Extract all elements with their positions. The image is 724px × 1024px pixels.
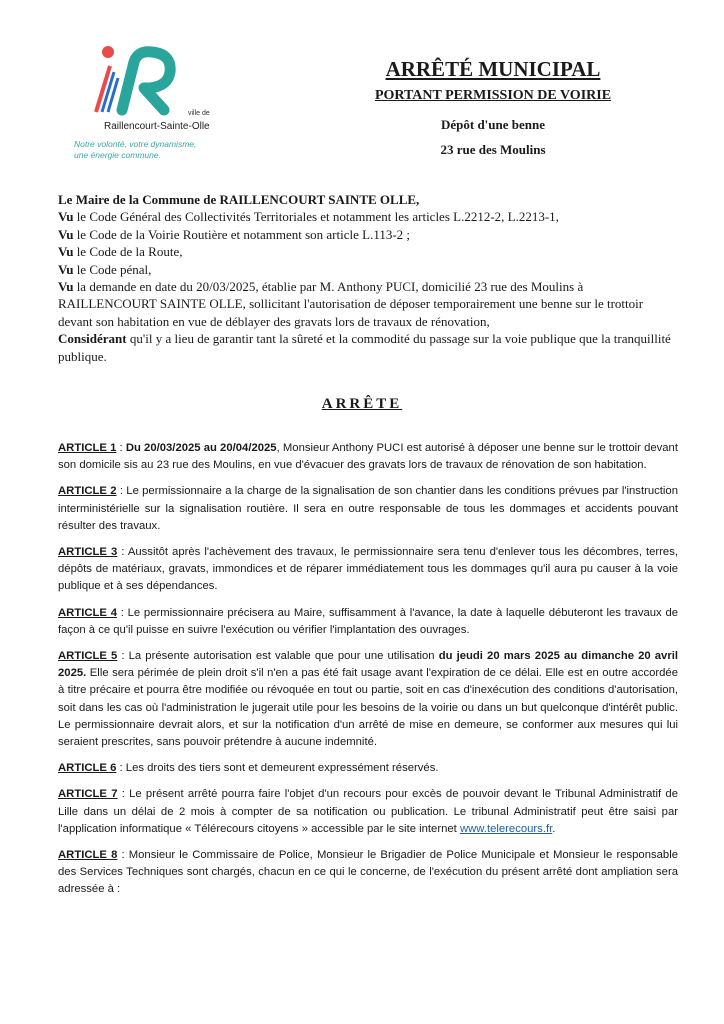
document-title: ARRÊTÉ MUNICIPAL: [385, 57, 601, 81]
preamble-vu-4: Vu le Code pénal,: [58, 261, 152, 277]
municipal-logo: [74, 44, 244, 168]
article-8: ARTICLE 8 : Monsieur le Commissaire de Police, Monsieur le Brigadier de Police Municipale et Monsieur le responsable des Services Techniques sont chargés, chacun en ce qui le concerne, de l'exécution du présent arrêté dont ampliation sera adressée à :: [58, 849, 679, 896]
document-subtitle: PORTANT PERMISSION DE VOIRIE: [374, 88, 612, 103]
logo-slogan-line-2: une énergie commune.: [74, 150, 161, 160]
articles: [58, 440, 678, 908]
preamble-vu-5: Vu la demande en date du 20/03/2025, établie par M. Anthony PUCI, domicilié 23 rue des Moulins à RAILLENCOURT SAINTE OLLE, sollicitant l'autorisation de déposer temporairement une benne sur le trottoir devant son habitation en vue de déblayer des gravats lors de travaux de rénovation,: [58, 279, 644, 329]
article-2: ARTICLE 2 : Le permissionnaire a la charge de la signalisation de son chantier dans les conditions prévues par l'instruction interministérielle sur la signalisation routière. Il sera en outre responsable de tous les dommages et accidents pouvant résulter des travaux.: [58, 485, 678, 532]
article-4: ARTICLE 4 : Le permissionnaire précisera au Maire, suffisamment à l'avance, la date à laquelle débuteront les travaux de façon à ce qu'il puisse en suivre l'exécution ou vérifier l'implantation des ouvrages.: [58, 606, 679, 636]
preamble-vu-2: Vu le Code de la Voirie Routière et notamment son article L.113-2 ;: [58, 226, 411, 242]
article-1: ARTICLE 1 : Du 20/03/2025 au 20/04/2025, Monsieur Anthony PUCI est autorisé à déposer une benne sur le trottoir devant son domicile sis au 23 rue des Moulins, en vue d'évacuer des gravats lors de travaux de rénovation de son habitation.: [58, 442, 678, 472]
document-object: Dépôt d'une benne: [440, 117, 546, 132]
article-6: ARTICLE 6 : Les droits des tiers sont et demeurent expressément réservés.: [58, 762, 439, 775]
logo-town-name: Raillencourt-Sainte-Olle: [104, 121, 210, 132]
article-7: ARTICLE 7 : Le présent arrêté pourra faire l'objet d'un recours pour excès de pouvoir devant le Tribunal Administratif de Lille dans un délai de 2 mois à compter de sa notification ou publication. Le tribunal Administratif peut être saisi par l'application informatique « Télérecours citoyens » accessible par le site internet www.telerecours.fr.: [58, 788, 678, 835]
logo-slogan-line-1: Notre volonté, votre dynamisme,: [74, 139, 197, 149]
preamble-vu-3: Vu le Code de la Route,: [58, 244, 183, 260]
article-3: ARTICLE 3 : Aussitôt après l'achèvement des travaux, le permissionnaire sera tenu d'enlever tous les décombres, terres, dépôts de matériaux, gravats, immondices et de réparer immédiatement tous les dommages qu'il aura pu causer à la voie publique et à ses dépendances.: [58, 546, 679, 593]
document-address: 23 rue des Moulins: [440, 142, 546, 157]
preamble-maire: Le Maire de la Commune de RAILLENCOURT SAINTE OLLE,: [58, 192, 420, 207]
arrete-heading: ARRÊTE: [321, 396, 403, 412]
preamble-considerant: Considérant qu'il y a lieu de garantir tant la sûreté et la commodité du passage sur la voie publique que la tranquillité publique.: [58, 331, 671, 364]
logo-slogan: [74, 139, 196, 161]
ir-logo-icon: [92, 44, 202, 116]
telerecours-link[interactable]: www.telerecours.fr: [459, 822, 553, 835]
preamble: [58, 191, 678, 365]
preamble-vu-1: Vu le Code Général des Collectivités Territoriales et notamment les articles L.2212-2, L.2213-1,: [58, 209, 559, 225]
article-5: ARTICLE 5 : La présente autorisation est valable que pour une utilisation du jeudi 20 mars 2025 au dimanche 20 avril 2025. Elle sera périmée de plein droit s'il n'en a pas été fait usage avant l'expiration de ce délai. Elle est en outre accordée à titre précaire et pourra être modifiée ou révoquée en tout ou partie, soit en cas d'inexécution des conditions d'autorisation, soit dans les cas où l'administration le jugerait utile pour les besoins de la voirie ou dans un but quelconque d'intérêt public. Le permissionnaire devrait alors, et sur la notification d'un arrêté de mise en demeure, se conformer aux mesures qui lui seraient prescrites, sans pouvoir prétendre à aucune indemnité.: [58, 650, 679, 749]
logo-ville-label: ville de: [188, 110, 210, 117]
